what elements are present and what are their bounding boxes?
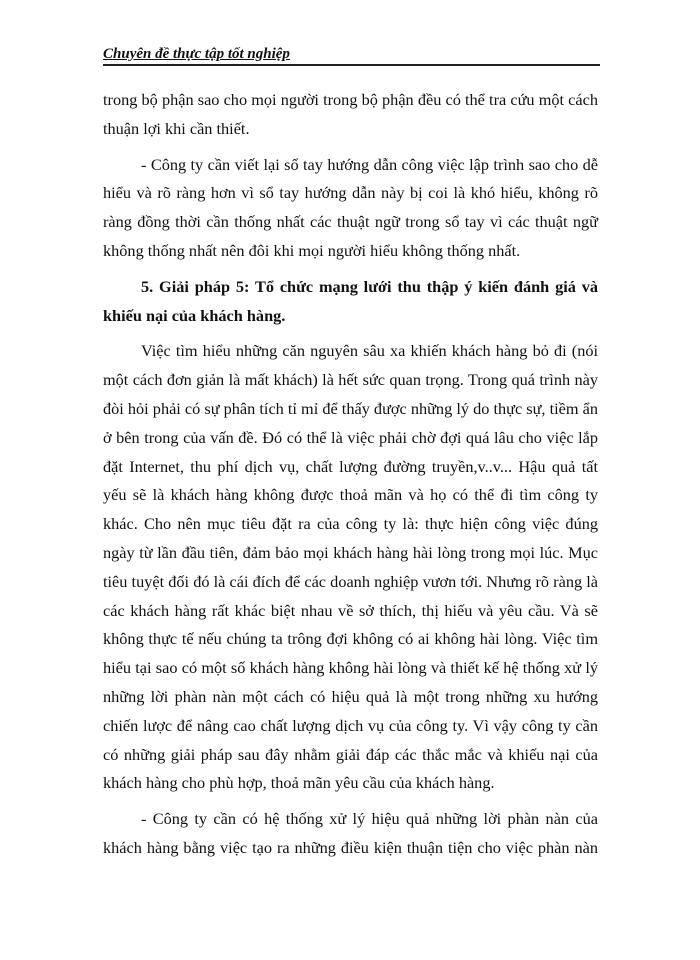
text-line: có những giải pháp sau đây nhằm giải đáp các thắc mắc và khiếu nại của	[103, 744, 598, 764]
text-line: hiểu tại sao có một số khách hàng không hài lòng và thiết kế hệ thống xử lý	[103, 658, 598, 678]
text-line: đòi hỏi phải có sự phân tích tỉ mỉ để thấy được những lý do thực sự, tiềm ẩn	[103, 398, 598, 418]
text-line: thuận lợi khi cần thiết.	[103, 118, 250, 138]
paragraph	[103, 151, 598, 266]
paragraph	[103, 86, 598, 144]
text-line: yếu sẽ là khách hàng không được thoả mãn và họ có thể đi tìm công ty	[103, 485, 598, 505]
text-line: hiểu và rõ ràng hơn vì sổ tay hướng dẫn này bị coi là khó hiểu, không rõ	[103, 183, 598, 203]
text-line: không thống nhất nên đôi khi mọi người hiểu không thống nhất.	[103, 240, 521, 260]
text-line: khác. Cho nên mục tiêu đặt ra của công ty là: thực hiện công việc đúng	[103, 514, 598, 534]
paragraph	[103, 805, 598, 863]
document-body	[103, 86, 598, 870]
page-header: Chuyên đề thực tập tốt nghiệp	[103, 44, 600, 66]
text-line: không thực tế nếu chúng ta trông đợi không có ai không hài lòng. Việc tìm	[103, 629, 598, 649]
paragraph	[103, 337, 598, 798]
text-line: khách hàng bằng việc tạo ra những điều kiện thuận tiện cho việc phàn nàn	[103, 837, 598, 857]
text-line: trong bộ phận sao cho mọi người trong bộ phận đều có thể tra cứu một cách	[103, 90, 598, 109]
text-line: tiêu tuyệt đối đó là cái đích để các doanh nghiệp vươn tới. Nhưng rõ ràng là	[103, 571, 598, 591]
text-line: 5. Giải pháp 5: Tổ chức mạng lưới thu thập ý kiến đánh giá và	[141, 276, 598, 296]
section-heading	[103, 273, 598, 331]
text-line: khách hàng cho phù hợp, thoả mãn yêu cầu của khách hàng.	[103, 773, 495, 793]
text-line: những lời phàn nàn một cách có hiệu quả là một trong những xu hướng	[103, 686, 598, 706]
text-line: đặt Internet, thu phí dịch vụ, chất lượng đường truyền,v..v... Hậu quả tất	[103, 456, 598, 476]
text-line: khiếu nại của khách hàng.	[103, 305, 286, 325]
text-line: một cách đơn giản là mất khách) là hết sức quan trọng. Trong quá trình này	[103, 370, 598, 390]
text-line: các khách hàng rất khác biệt nhau về sở thích, thị hiếu và yêu cầu. Và sẽ	[103, 600, 598, 620]
text-line: chiến lược để nâng cao chất lượng dịch vụ của công ty. Vì vậy công ty cần	[103, 715, 598, 735]
text-line: ngày từ lần đầu tiên, đảm bảo mọi khách hàng hài lòng trong mọi lúc. Mục	[103, 542, 598, 562]
text-line: - Công ty cần viết lại sổ tay hướng dẫn công việc lập trình sao cho dễ	[141, 154, 598, 174]
text-line: ở bên trong của vấn đề. Đó có thể là việc phải chờ đợi quá lâu cho việc lắp	[103, 427, 598, 447]
text-line: Việc tìm hiểu những căn nguyên sâu xa khiến khách hàng bỏ đi (nói	[141, 341, 598, 361]
text-line: ràng đồng thời cần thống nhất các thuật ngữ trong sổ tay vì các thuật ngữ	[103, 212, 598, 232]
text-line: - Công ty cần có hệ thống xử lý hiệu quả những lời phàn nàn của	[141, 809, 598, 829]
